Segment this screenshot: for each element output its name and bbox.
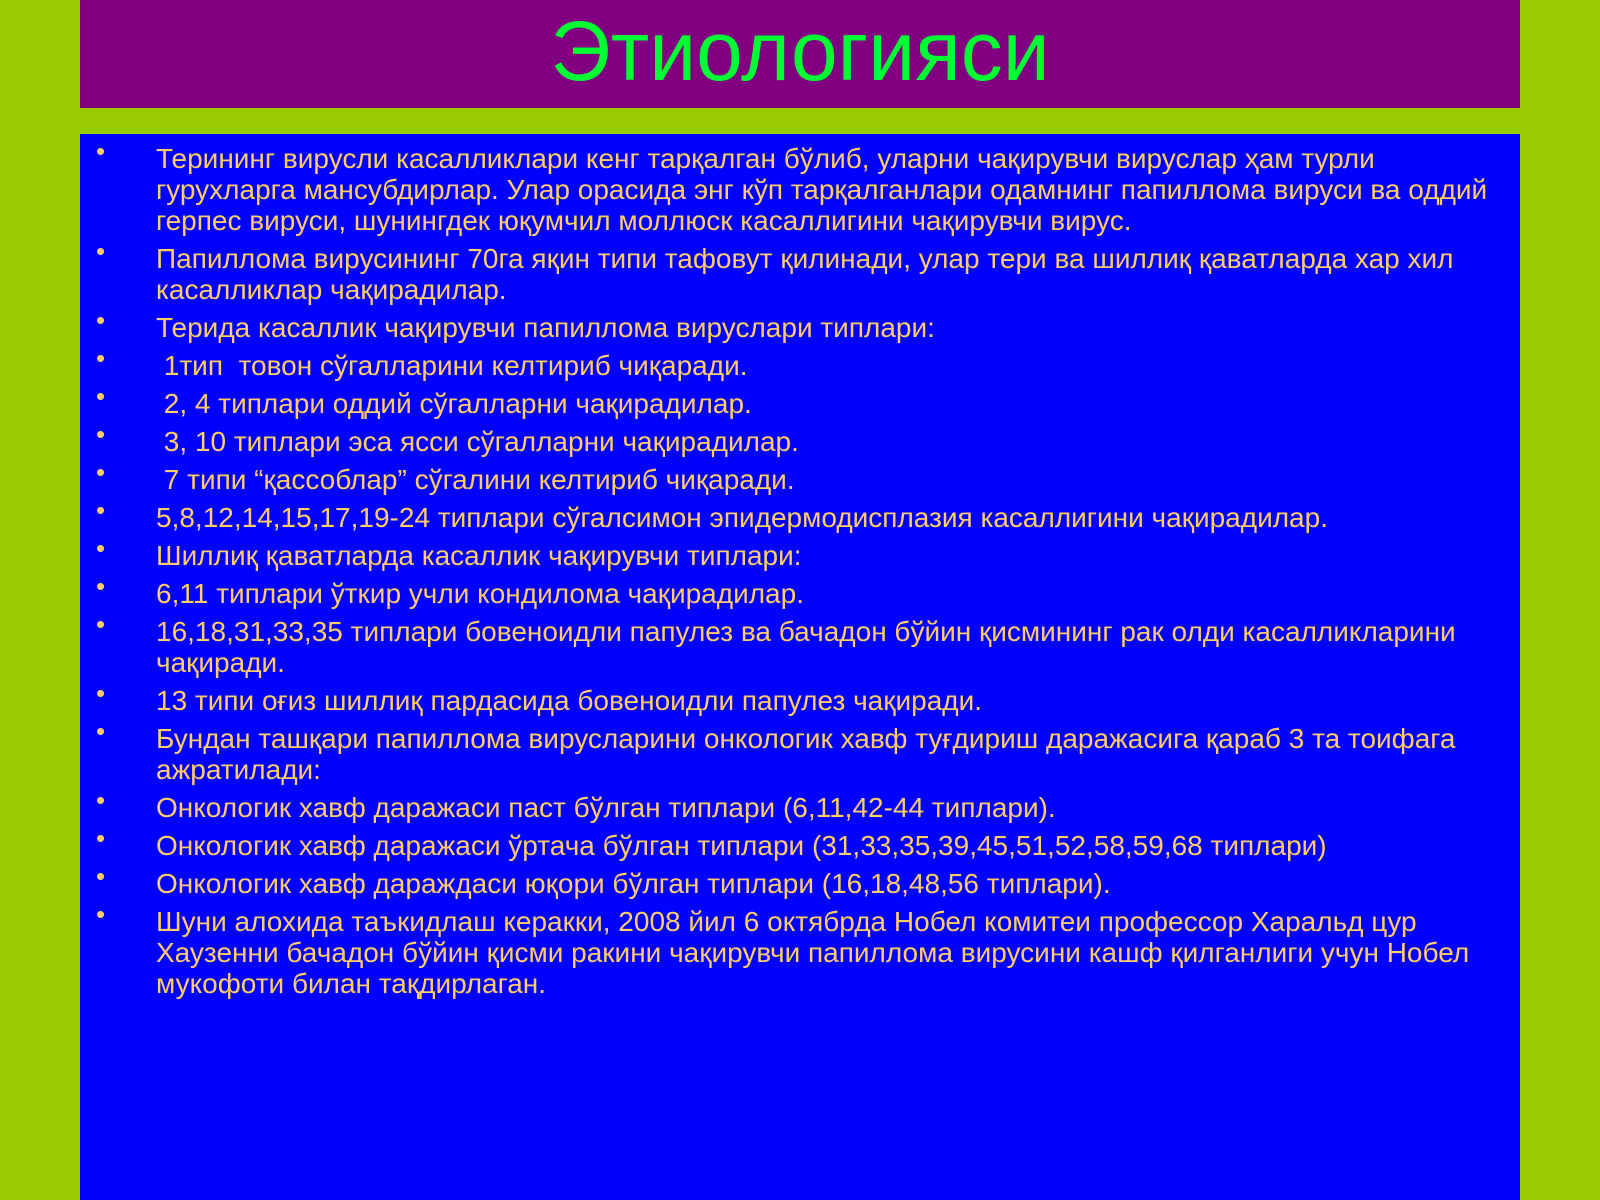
content-panel [80, 134, 1520, 1200]
bullet-item [80, 136, 1520, 236]
bullet-text: Бундан ташқари папиллома вирусларини онкологик хавф туғдириш даражасига қараб 3 та тоифага ажратилади: [156, 723, 1464, 785]
bullet-item [80, 305, 1520, 343]
bullet-item [80, 495, 1520, 533]
bullet-item [80, 419, 1520, 457]
bullet-item [80, 609, 1520, 678]
bullet-item [80, 571, 1520, 609]
bullet-dot-icon: • [96, 678, 106, 708]
bullet-item [80, 899, 1520, 999]
title-bar [80, 0, 1520, 108]
bullet-dot-icon: • [96, 533, 106, 563]
bullet-text: Шуни алохида таъкидлаш керакки, 2008 йил 6 октябрда Нобел комитеи профессор Харальд цур Хаузенни бачадон бўйин қисми ракини чақирувчи папиллома вирусини кашф қилганлиги учун Нобел мукофоти билан тақдирлаган. [156, 906, 1477, 999]
bullet-dot-icon: • [96, 419, 106, 449]
bullet-dot-icon: • [96, 495, 106, 525]
bullet-item [80, 381, 1520, 419]
bullet-dot-icon: • [96, 861, 106, 891]
bullet-dot-icon: • [96, 571, 106, 601]
bullet-dot-icon: • [96, 305, 106, 335]
bullet-dot-icon: • [96, 343, 106, 373]
bullet-text: Шиллиқ қаватларда касаллик чақирувчи типлари: [156, 540, 802, 571]
bullet-text: 2, 4 типлари оддий сўгалларни чақирадилар. [156, 388, 752, 419]
bullet-text: Онкологик хавф дараждаси юқори бўлган типлари (16,18,48,56 типлари). [156, 868, 1111, 899]
bullet-text: 16,18,31,33,35 типлари бовеноидли папулез ва бачадон бўйин қисмининг рак олди касалликларини чақиради. [156, 616, 1464, 678]
bullet-dot-icon: • [96, 823, 106, 853]
bullet-item [80, 785, 1520, 823]
bullet-item [80, 823, 1520, 861]
bullet-item [80, 678, 1520, 716]
bullet-text: Онкологик хавф даражаси ўртача бўлган типлари (31,33,35,39,45,51,52,58,59,68 типлари) [156, 830, 1327, 861]
bullet-text: Терининг вирусли касалликлари кенг тарқалган бўлиб, уларни чақирувчи вируслар ҳам турли гурухларга мансубдирлар. Улар орасида энг кўп тарқалганлари одамнинг папиллома вируси ва оддий герпес вируси, шунингдек юқумчил моллюск касаллигини чақирувчи вирус. [156, 143, 1495, 236]
bullet-text: Онкологик хавф даражаси паст бўлган типлари (6,11,42-44 типлари). [156, 792, 1056, 823]
bullet-dot-icon: • [96, 136, 106, 166]
bullet-dot-icon: • [96, 457, 106, 487]
bullet-dot-icon: • [96, 236, 106, 266]
bullet-text: Папиллома вирусининг 70га яқин типи тафовут қилинади, улар тери ва шиллиқ қаватларда хар хил касалликлар чақирадилар. [156, 243, 1462, 305]
bullet-dot-icon: • [96, 899, 106, 929]
bullet-dot-icon: • [96, 609, 106, 639]
bullet-item [80, 457, 1520, 495]
bullet-text: 5,8,12,14,15,17,19-24 типлари сўгалсимон эпидермодисплазия касаллигини чақирадилар. [156, 502, 1328, 533]
bullet-text: 6,11 типлари ўткир учли кондилома чақирадилар. [156, 578, 804, 609]
bullet-text: 3, 10 типлари эса ясси сўгалларни чақирадилар. [156, 426, 799, 457]
bullet-list [80, 134, 1520, 999]
bullet-text: 7 типи “қассоблар” сўгалини келтириб чиқаради. [156, 464, 795, 495]
slide-title: Этиологияси [550, 4, 1050, 98]
bullet-text: 1тип товон сўгалларини келтириб чиқаради. [156, 350, 748, 381]
bullet-item [80, 236, 1520, 305]
bullet-dot-icon: • [96, 381, 106, 411]
bullet-text: 13 типи оғиз шиллиқ пардасида бовеноидли папулез чақиради. [156, 685, 983, 716]
bullet-item [80, 716, 1520, 785]
bullet-dot-icon: • [96, 716, 106, 746]
bullet-text: Терида касаллик чақирувчи папиллома вируслари типлари: [156, 312, 935, 343]
bullet-item [80, 861, 1520, 899]
bullet-item [80, 343, 1520, 381]
bullet-item [80, 533, 1520, 571]
bullet-dot-icon: • [96, 785, 106, 815]
